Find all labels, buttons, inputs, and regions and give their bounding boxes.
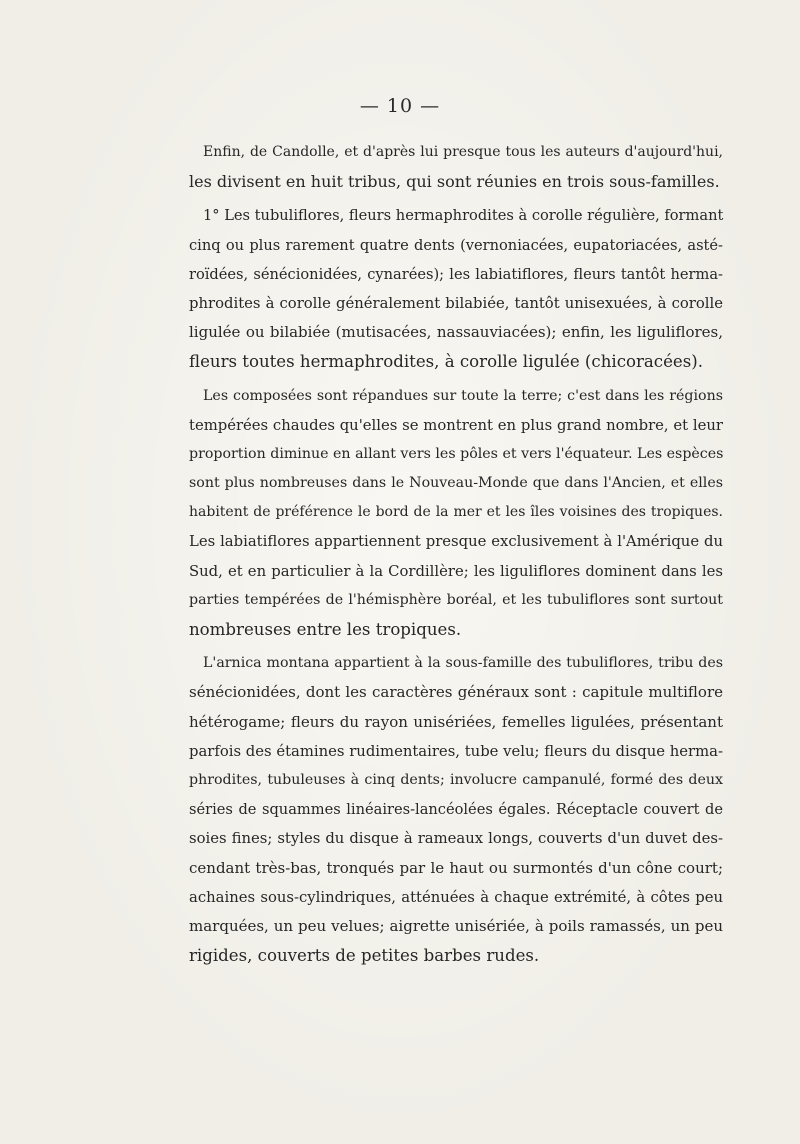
text-line: roïdées, sénécionidées, cynarées); les labiatiflores, fleurs tantôt herma- bbox=[189, 265, 723, 283]
text-line: Sud, et en particulier à la Cordillère; les liguliflores dominent dans les bbox=[189, 562, 723, 580]
text-line: nombreuses entre les tropiques. bbox=[189, 620, 462, 639]
text-line: hétérogame; fleurs du rayon unisériées, femelles ligulées, présentant bbox=[189, 712, 723, 731]
text-line: phrodites à corolle généralement bilabiée, tantôt unisexuées, à corolle bbox=[189, 294, 723, 312]
text-line: les divisent en huit tribus, qui sont réunies en trois sous-familles. bbox=[189, 172, 720, 192]
page-number: — 10 — bbox=[359, 95, 441, 117]
text-line: soies fines; styles du disque à rameaux longs, couverts d'un duvet des- bbox=[189, 830, 723, 848]
text-line: rigides, couverts de petites barbes rudes. bbox=[189, 946, 540, 966]
text-line: L'arnica montana appartient à la sous-famille des tubuliflores, tribu des bbox=[203, 655, 723, 672]
text-line: habitent de préférence le bord de la mer et les îles voisines des tropiques. bbox=[189, 504, 723, 521]
text-line: marquées, un peu velues; aigrette unisériée, à poils ramassés, un peu bbox=[189, 916, 723, 935]
text-line: Enfin, de Candolle, et d'après lui presque tous les auteurs d'aujourd'hui, bbox=[203, 144, 723, 160]
text-line: cendant très-bas, tronqués par le haut ou surmontés d'un cône court; bbox=[189, 858, 723, 877]
text-line: Les labiatiflores appartiennent presque exclusivement à l'Amérique du bbox=[189, 533, 723, 551]
text-line: ligulée ou bilabiée (mutisacées, nassauviacées); enfin, les liguliflores, bbox=[189, 323, 723, 342]
text-line: sont plus nombreuses dans le Nouveau-Monde que dans l'Ancien, et elles bbox=[189, 475, 723, 492]
text-line: fleurs toutes hermaphrodites, à corolle ligulée (chicoracées). bbox=[189, 352, 704, 372]
text-line: parties tempérées de l'hémisphère boréal, et les tubuliflores sont surtout bbox=[189, 591, 723, 608]
text-line: phrodites, tubuleuses à cinq dents; involucre campanulé, formé des deux bbox=[189, 771, 723, 788]
text-line: sénécionidées, dont les caractères généraux sont : capitule multiflore bbox=[189, 683, 723, 702]
paragraph-1 bbox=[189, 138, 723, 196]
paragraph-3 bbox=[189, 382, 723, 645]
text-line: séries de squammes linéaires-lancéolées égales. Réceptacle couvert de bbox=[189, 801, 723, 819]
text-line: proportion diminue en allant vers les pôles et vers l'équateur. Les espèces bbox=[189, 445, 724, 462]
text-line: parfois des étamines rudimentaires, tube velu; fleurs du disque herma- bbox=[189, 742, 723, 760]
text-line: Les composées sont répandues sur toute la terre; c'est dans les régions bbox=[203, 387, 723, 404]
text-line: cinq ou plus rarement quatre dents (vernoniacées, eupatoriacées, asté- bbox=[189, 236, 723, 254]
body-text bbox=[189, 138, 723, 975]
text-line: tempérées chaudes qu'elles se montrent en plus grand nombre, et leur bbox=[189, 416, 723, 434]
text-line: 1° Les tubuliflores, fleurs hermaphrodites à corolle régulière, formant bbox=[203, 207, 724, 225]
paragraph-2 bbox=[189, 201, 723, 376]
paragraph-4 bbox=[189, 649, 723, 970]
text-line: achaines sous-cylindriques, atténuées à chaque extrémité, à côtes peu bbox=[189, 888, 723, 906]
